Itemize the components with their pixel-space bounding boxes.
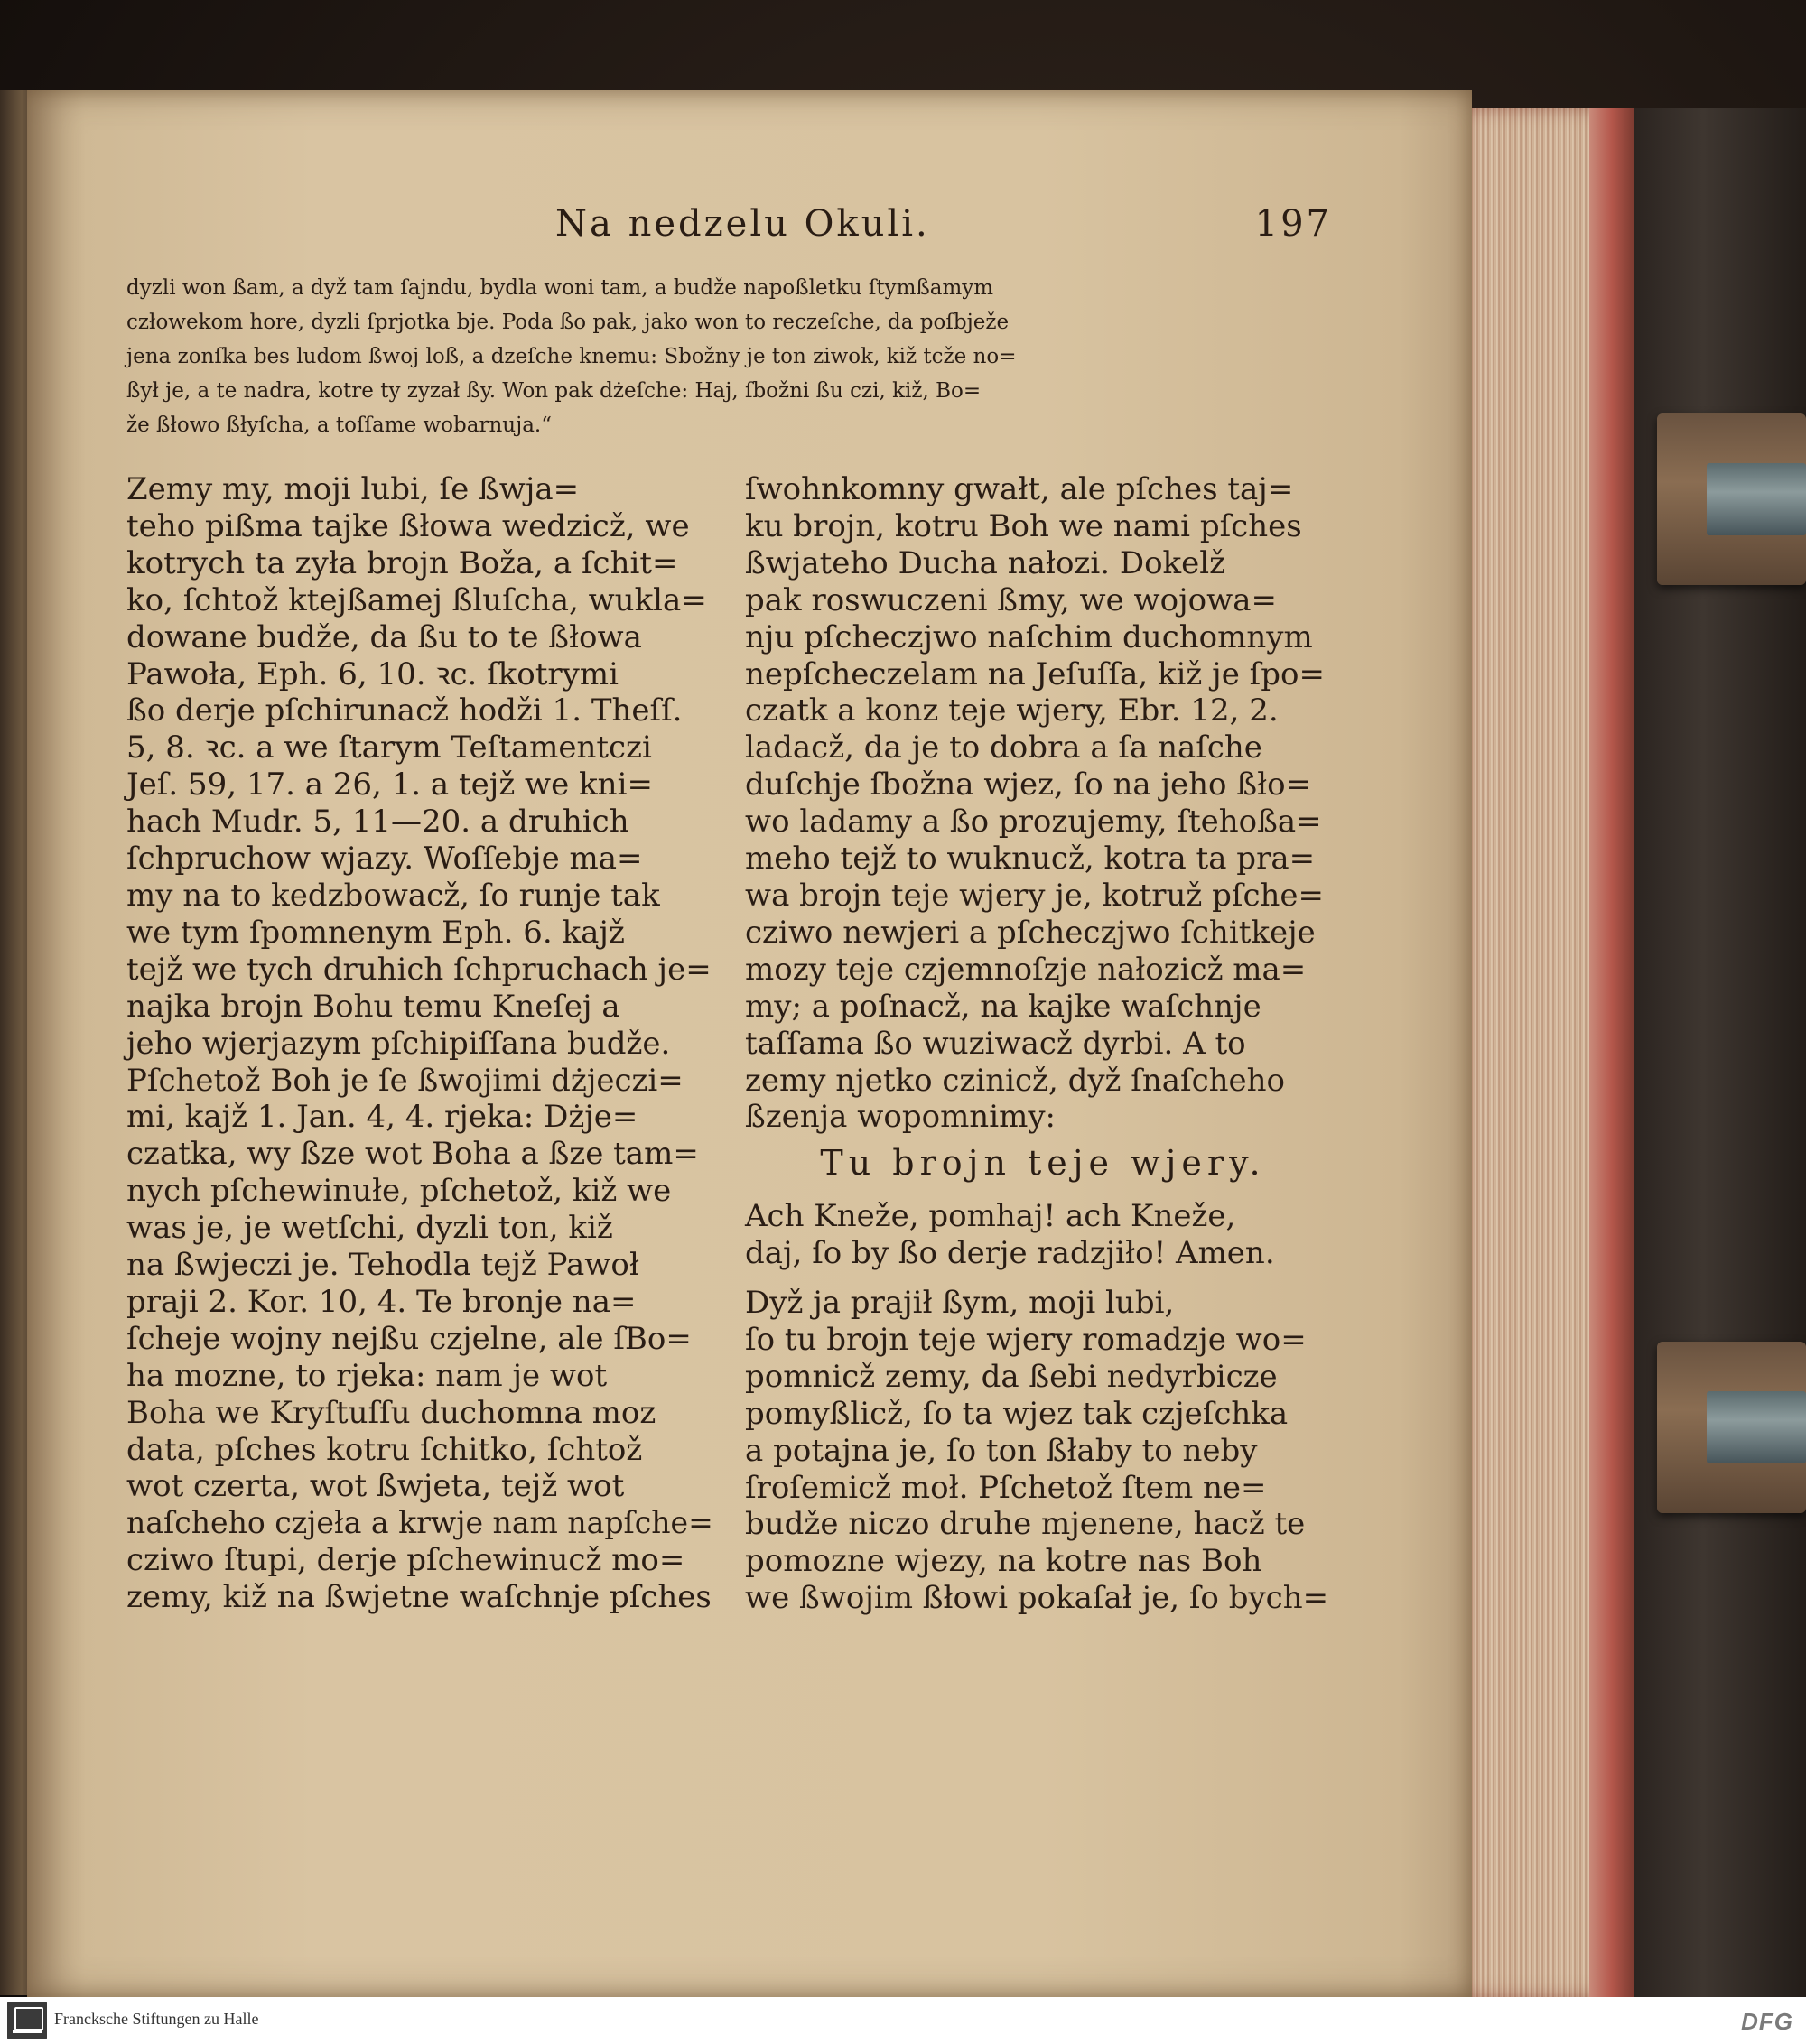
text-line: wo ladamy a ßo prozujemy, ſtehoßa= [745,804,1322,841]
text-line: cziwo ſtupi, derje pſchewinucž mo= [126,1542,685,1579]
text-line: taſſama ßo wuziwacž dyrbi. A to [745,1025,1246,1062]
text-line: wa brojn teje wjery je, kotruž pſche= [745,877,1324,914]
text-line: ha mozne, to rjeka: nam je wot [126,1357,608,1394]
text-line: ko, ſchtož ktejßamej ßluſcha, wukla= [126,581,707,618]
text-line: ßzenja wopomnimy: [745,1099,1056,1136]
text-line: ku brojn, kotru Boh we nami pſches [745,507,1302,544]
text-line: czatka, wy ßze wot Boha a ßze tam= [126,1136,699,1173]
text-line: nych pſchewinułe, pſchetož, kiž we [126,1173,672,1210]
text-line: 5, 8. ꝛc. a we ſtarym Teſtamentczi [126,729,652,766]
paragraph-gap [745,1272,1341,1285]
logo-frame [14,2007,43,2030]
text-line: Jeſ. 59, 17. a 26, 1. a tejž we kni= [126,766,653,804]
text-line: nepſcheczelam na Jeſuſſa, kiž je ſpo= [745,655,1325,692]
institution-logo-icon [7,2002,47,2039]
text-line: mi, kajž 1. Jan. 4, 4. rjeka: Dżje= [126,1099,638,1136]
text-line: Dyž ja prajił ßym, moji lubi, [745,1285,1175,1322]
text-line: Boha we Kryſtuſſu duchomna moz [126,1394,656,1431]
text-line: ſchpruchow wjazy. Woſſebje ma= [126,841,643,878]
text-line: pomyßlicž, ſo ta wjez tak czjeſchka [745,1395,1289,1432]
text-line: pomnicž zemy, da ßebi nedyrbicze [745,1358,1278,1395]
dfg-logo: DFG [1741,2008,1793,2035]
text-line: ſwohnkomny gwałt, ale pſches taj= [745,471,1294,507]
text-line: a potajna je, ſo ton ßłaby to neby [745,1432,1258,1469]
intro-paragraph [126,271,1356,442]
text-line: mozy teje czjemnoſzje nałozicž ma= [745,951,1307,988]
page-number: 197 [1254,203,1332,245]
text-line: budže niczo druhe mjenene, hacž te [745,1506,1306,1543]
intro-line: jena zonſka bes ludom ßwoj loß, a dzeſche knemu: Sbožny je ton ziwok, kiž tcže no= [126,345,1017,368]
clasp-metal-top [1707,463,1806,535]
red-page-edge [1589,108,1634,1997]
intro-line: že ßłowo ßłyſcha, a toſſame wobarnuja.“ [126,413,552,437]
clasp-metal-bottom [1707,1391,1806,1463]
text-line: ladacž, da je to dobra a ſa naſche [745,729,1262,766]
text-line: we tym ſpomnenym Eph. 6. kajž [126,914,625,951]
text-line: ſroſemicž moł. Pſchetož ſtem ne= [745,1469,1267,1506]
text-line: najka brojn Bohu temu Kneſej a [126,988,620,1025]
text-line: naſcheho czjeła a krwje nam napſche= [126,1505,713,1542]
text-line: kotrych ta zyła brojn Boža, a ſchit= [126,544,678,581]
text-line: ſcheje wojny nejßu czjelne, ale ſBo= [126,1320,692,1357]
text-line: ſo tu brojn teje wjery romadzje wo= [745,1321,1307,1358]
text-line: duſchje ſbožna wjez, ſo na jeho ßło= [745,766,1312,804]
intro-line: ßył je, a te nadra, kotre ty zyzał ßy. Won pak dżeſche: Haj, ſbožni ßu czi, kiž, Bo= [126,379,982,403]
text-line: was je, je wetſchi, dyzli ton, kiž [126,1210,613,1247]
prayer-line: Ach Kneže, pomhaj! ach Kneže, [745,1198,1236,1235]
clasp-top [1657,413,1806,585]
text-line: na ßwjeczi je. Tehodla tejž Pawoł [126,1247,639,1284]
text-line: Pſchetož Boh je ſe ßwojimi dżjeczi= [126,1062,684,1099]
text-line: pak roswuczeni ßmy, we wojowa= [745,581,1278,618]
text-line: we ßwojim ßłowi pokaſał je, ſo bych= [745,1580,1329,1617]
text-line: meho tejž to wuknucž, kotra ta pra= [745,841,1316,878]
text-line: dowane budže, da ßu to te ßłowa [126,618,642,655]
text-line: cziwo newjeri a pſcheczjwo ſchitkeje [745,914,1316,951]
viewer-footer [0,1997,1806,2044]
text-line: czatk a konz teje wjery, Ebr. 12, 2. [745,692,1279,729]
running-title: Na nedzelu Okuli. [555,203,930,245]
logo-bar [13,2030,42,2033]
text-line: ßwjateho Ducha nałozi. Dokelž [745,544,1226,581]
text-line: wot czerta, wot ßwjeta, tejž wot [126,1468,625,1505]
text-line: tejž we tych druhich ſchpruchach je= [126,951,712,988]
institution-name: Francksche Stiftungen zu Halle [54,2010,259,2028]
text-line: my; a poſnacž, na kajke waſchnje [745,988,1261,1025]
text-line: praji 2. Kor. 10, 4. Te bronje na= [126,1283,637,1320]
clasp-bottom [1657,1342,1806,1513]
page-header [555,203,1332,257]
text-line: hach Mudr. 5, 11—20. a druhich [126,804,629,841]
section-heading: Tu brojn teje wjery. [820,1143,1266,1184]
text-line: jeho wjerjazym pſchipiſſana budže. [126,1025,671,1062]
text-line: my na to kedzbowacž, ſo runje tak [126,877,660,914]
text-line: Zemy my, moji lubi, ſe ßwja= [126,471,580,507]
text-line: zemy njetko czinicž, dyž ſnaſcheho [745,1062,1286,1099]
text-line: nju pſcheczjwo naſchim duchomnym [745,618,1313,655]
left-column [126,471,713,1616]
book-cover [1634,108,1806,1997]
text-line: ßo derje pſchirunacž hodži 1. Theſſ. [126,692,683,729]
text-line: teho pißma tajke ßłowa wedzicž, we [126,507,690,544]
text-line: data, pſches kotru ſchitko, ſchtož [126,1431,643,1468]
text-line: Pawoła, Eph. 6, 10. ꝛc. ſkotrymi [126,655,619,692]
intro-line: dyzli won ßam, a dyž tam ſajndu, bydla woni tam, a budže napoßletku ſtymßamym [126,276,994,300]
intro-line: człowekom hore, dyzli ſprjotka bje. Poda ßo pak, jako won to reczeſche, da poſbježe [126,311,1010,334]
prayer-line: daj, ſo by ßo derje radzjiło! Amen. [745,1235,1275,1272]
text-line: zemy, kiž na ßwjetne waſchnje pſches [126,1579,712,1616]
text-line: pomozne wjezy, na kotre nas Boh [745,1543,1262,1580]
right-column [745,471,1341,1617]
